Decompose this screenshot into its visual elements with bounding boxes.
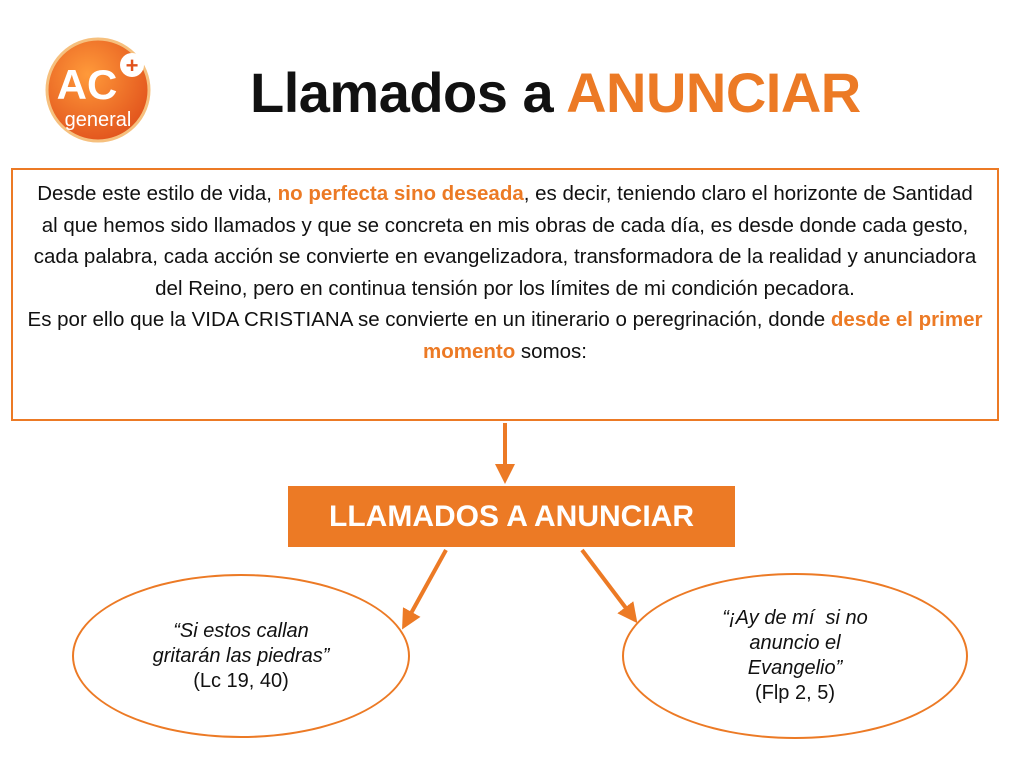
p2-text-after: somos:: [515, 339, 588, 363]
logo-word: general: [64, 109, 132, 131]
llamados-a-anunciar-box: [288, 486, 735, 547]
left-reference: (Lc 19, 40): [193, 669, 289, 692]
right-reference: (Flp 2, 5): [754, 682, 836, 704]
ac-general-logo-icon: [40, 36, 158, 144]
ac-general-logo: [40, 36, 158, 144]
logo-mark: AC: [56, 61, 118, 108]
p1-text-before: Desde este estilo de vida,: [37, 182, 278, 205]
right-quote-line-3: Evangelio”: [747, 657, 843, 679]
p2-highlight: desde el primer momento: [422, 308, 983, 363]
quote-ellipse-right: [622, 573, 968, 739]
arrow-right: [582, 550, 635, 620]
center-box-label: LLAMADOS A ANUNCIAR: [329, 500, 694, 533]
intro-paragraph-2: [27, 304, 983, 367]
p2-text-before: Es por ello que la VIDA CRISTIANA se convierte en un itinerario o peregrinación, donde: [27, 308, 831, 331]
quote-ellipse-left: [72, 574, 410, 738]
arrow-left: [404, 550, 446, 626]
left-quote-line-2: gritarán las piedras”: [152, 644, 330, 667]
p1-text-after: , es decir, teniendo claro el horizonte de Santidad al que hemos sido llamados y que se concreta en mis obras de cada día, es desde donde cada gesto, cada palabra, cada acción se convierte en evangelizadora, transformadora de la realidad y anunciadora del Reino, pero en continua tensión por los límites de mi condición pecadora.: [33, 182, 977, 300]
page-title: [250, 58, 861, 128]
title-prefix: Llamados a: [250, 61, 567, 124]
left-quote-line-1: “Si estos callan: [173, 619, 309, 642]
intro-paragraph-1: [27, 178, 983, 304]
logo-plus: +: [125, 53, 139, 78]
p1-highlight: no perfecta sino deseada: [277, 182, 524, 205]
intro-text-box: [11, 168, 999, 421]
right-quote-line-2: anuncio el: [749, 632, 841, 654]
right-quote-line-1: “¡Ay de mí si no: [722, 607, 868, 629]
title-accent: ANUNCIAR: [566, 61, 861, 124]
